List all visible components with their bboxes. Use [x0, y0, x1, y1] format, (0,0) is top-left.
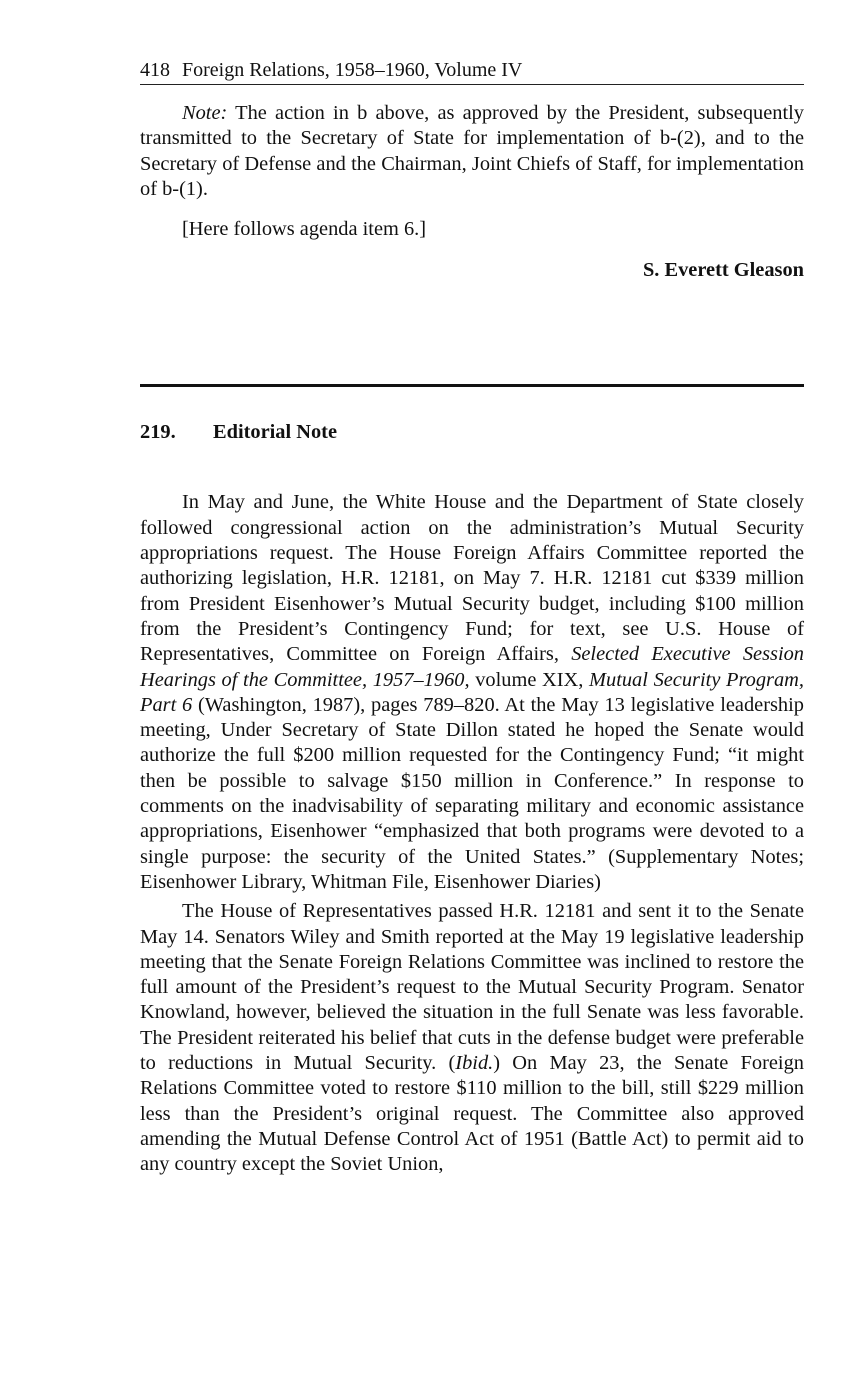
p1-text-1: In May and June, the White House and the Department of State closely followed congressional action on the administration’s Mutual Security appropriations request. The House Foreign Affairs Committee reported the authorizing legislation, H.R. 12181, on May 7. H.R. 12181 cut $339 million from President Eisenhower’s Mutual Security budget, including $100 million from the President’s Contingency Fund; for text, see U.S. House of Representatives, Committee on Foreign Affairs,: [140, 491, 804, 666]
volume-title: Foreign Relations, 1958–1960, Volume IV: [182, 59, 523, 81]
document-page: [140, 56, 804, 1178]
note-text: The action in b above, as approved by the President, subsequently transmitted to the Secretary of State for implementation of b-(2), and to the Secretary of Defense and the Chairman, Joint Chiefs of Staff, for implementation of b-(1).: [140, 102, 804, 200]
signature: S. Everett Gleason: [642, 259, 804, 282]
editorial-paragraph-2: [140, 899, 804, 1177]
p1-text-3: (Washington, 1987), pages 789–820. At the May 13 legislative leadership meeting, Under Secretary of State Dillon stated he hoped the Senate would authorize the full $200 million requested for the Contingency Fund; “it might then be possible to salvage $150 million in Conference.” In response to comments on the inadvisability of separating military and economic assistance appropriations, Eisenhower “emphasized that both programs were devoted to a single purpose: the security of the United States.” (Supplementary Notes; Eisenhower Library, Whitman File, Eisenhower Diaries): [140, 693, 804, 893]
editorial-paragraph-1: [140, 490, 804, 895]
document-heading: [140, 419, 804, 445]
agenda-note: [Here follows agenda item 6.]: [182, 218, 427, 241]
p1-italic-title-2: Mutual Security Program, Part 6: [140, 668, 804, 716]
p2-text-1: The House of Representatives passed H.R. 12181 and sent it to the Senate May 14. Senators Wiley and Smith reported at the May 19 legislative leadership meeting that the Senate Foreign Relations Committee was inclined to restore the full amount of the President’s request to the Mutual Security Program. Senator Knowland, however, believed the situation in the full Senate was less favorable. The President reiterated his belief that cuts in the defense budget were preferable to reductions in Mutual Security. (: [140, 900, 804, 1075]
running-head: [140, 56, 804, 85]
p1-text-2: volume XIX,: [469, 668, 590, 691]
p1-italic-title-1: Selected Executive Session Hearings of the Committee, 1957–1960,: [140, 643, 804, 691]
note-label: Note:: [182, 102, 228, 124]
p2-text-2: ) On May 23, the Senate Foreign Relations Committee voted to restore $110 million to the bill, still $229 million less than the President’s original request. The Committee also approved amending the Mutual Defense Control Act of 1951 (Battle Act) to permit aid to any country except the Soviet Union,: [140, 1052, 804, 1176]
document-title: Editorial Note: [213, 421, 338, 444]
note-paragraph: [140, 101, 804, 202]
section-divider: [140, 384, 804, 387]
page-number: 418: [140, 59, 170, 81]
p2-italic-ibid: Ibid.: [455, 1052, 494, 1075]
document-number: 219.: [140, 421, 176, 444]
